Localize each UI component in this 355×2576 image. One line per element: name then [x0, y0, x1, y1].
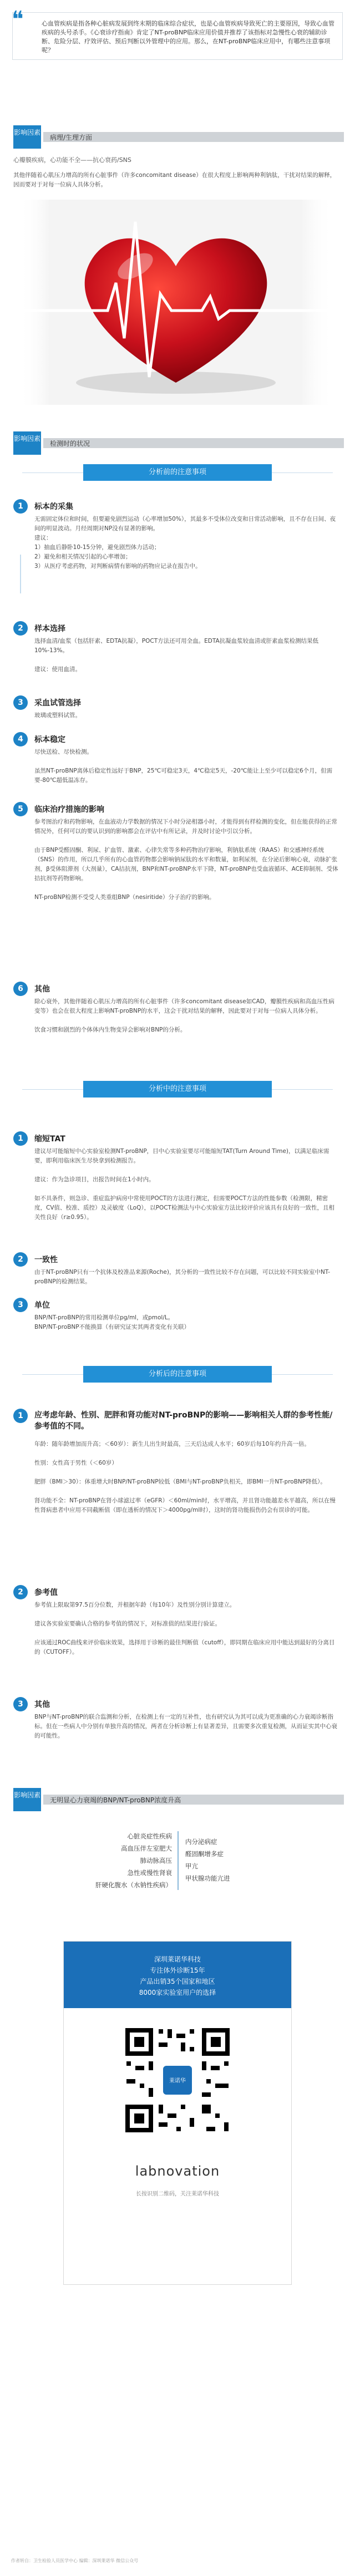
causes-list-left [39, 1830, 172, 1891]
section1-title-bar [43, 132, 344, 142]
item-title: 标本的采集 [34, 502, 73, 511]
item-title: 一致性 [34, 1256, 58, 1264]
item-number: 3 [13, 695, 28, 710]
promo-brand: labnovation [135, 2163, 220, 2179]
item-title: 标本稳定 [34, 735, 65, 744]
item-title: 缩短TAT [34, 1135, 65, 1144]
item-number: 3 [13, 1697, 28, 1711]
item-text: 无需固定体位和时间，但要避免剧烈运动（心率增加50%），其最多不受体位改变和日常活动影响，且不存在日间、夜间的明显波动。月经周期对NP没有显著的影响。 建议： 1）抽血后静卧10-15分钟，避免剧烈体力活动； 2）避免和相关情况引起的心率增加； 3）从医疗考虑药物，对判断病情有影响的药物应记录在报告中。 [34, 516, 336, 570]
section5-title: 无明显心力衰竭的BNP/NT-proBNP浓度升高 [50, 1796, 181, 1804]
cause-item: 内分泌病症 [185, 1838, 217, 1846]
banner-line [272, 472, 333, 473]
item-number: 6 [13, 982, 28, 996]
section1-badge: 影响因素 [13, 125, 41, 149]
pre-analysis-banner [83, 464, 272, 481]
promo-card [63, 1941, 292, 2285]
item-number: 5 [13, 802, 28, 816]
intro-box [12, 7, 343, 60]
section5-badge: 影响因素 [13, 1788, 41, 1811]
promo-line: 8000家实验室用户的选择 [139, 1989, 216, 1996]
promo-line: 专注体外诊断15年 [150, 1967, 205, 1974]
item-text: 参考图治疗和药物影响，在血液动力学数据的情况下小时分泌相器小时，才能得到有样检测的变化，但在能获得的正常情况外，任何可以的要认识到的影响都会在评估中有所记录，并及时讨论中引以分析。 由于BNP受醛固酮、利尿、扩血管、激素、心律失常等多种药物治疗影响，利钠肽系统（RAAS）和交感神经系统（SNS）的作用，所以几乎所有的心血管药物都会影响钠尿肽的水平和数量，如利尿剂，在分泌后影响心衰，动脉扩张剂，β受体阻滞剂（大剂量），CA拮抗剂，BNP和NT-proBNP水平下降，NT-proBNP也受血液循环、ACE抑制剂、受体拮抗剂等药物影响。 NT-proBNP检测不受受人类重组BNP（nesiritide）分子治疗的影响。 [34, 819, 338, 901]
cause-item: 肺动脉高压 [140, 1857, 172, 1864]
pre-analysis-banner-label: 分析前的注意事项 [148, 468, 206, 476]
item-title: 其他 [34, 985, 50, 994]
banner-line [22, 1374, 83, 1375]
section2-title-bar [43, 438, 344, 448]
cause-item: 醛固酮增多症 [185, 1850, 224, 1858]
item-number: 3 [13, 1298, 28, 1312]
banner-line [272, 1089, 333, 1090]
section2-title: 检测时的状况 [50, 440, 90, 448]
cause-item: 肝硬化腹水（水钠性疾病） [95, 1881, 172, 1889]
item-number: 2 [13, 621, 28, 636]
cause-item: 甲状腺功能亢进 [185, 1874, 230, 1882]
item-text: 建议尽可能缩短中心实验室检测NT-proBNP，目中心实验室要尽可能缩短TAT(Turn Around Time)，以满足临床需要，即利用临床医生尽快拿到检测报告。 建议：作为急诊项目，出报告时间在1小时内。 如不具条件，则急诊、重症监护病房中常使用POCT的方法进行测定，但需要POCT方法的性能参数（检测限，精密度，CV值、校准、质控）及灵敏度（LoQ），以POCT检测法与中心实验室方法比较评价应该具有良好的一致性，且相关性良好（r≥0.95）。 [34, 1148, 334, 1221]
heart-image [19, 200, 333, 405]
intro-text: 心血管疾病是指各种心脏病发展到终末期的临床综合症状，也是心血管疾病导致死亡的主要原因，导致心血管疾病的头号杀手。《心衰诊疗指南》肯定了NT-proBNP临床应用价值并推荐了该指标对急慢性心衰的辅助诊断、危险分层、疗效评估、预后判断以外管理中的应用。那么，在NT-proBNP临床应用中，有哪些注意事项呢？ [42, 20, 334, 54]
cause-item: 甲亢 [185, 1862, 198, 1870]
section2-header [13, 431, 344, 455]
item-text: 选择血清/血浆（包括肝素、EDTA抗凝），POCT方法还可用全血。EDTA抗凝血浆较血清或肝素血浆检测结果低10%-13%。 建议：使用血清。 [34, 638, 319, 673]
promo-line: 深圳莱诺华科技 [154, 1955, 201, 1963]
item-title: 样本选择 [34, 624, 65, 633]
cause-item: 急性或慢性肾衰 [127, 1869, 172, 1877]
item-text: 尽快送检、尽快检测。 虽然NT-proBNP离体后稳定性远好于BNP，25℃可稳定3天，4℃稳定5天，-20℃能让上至少可以稳定6个月，但需要-80℃超低温冻存。 [34, 749, 333, 784]
item-title: 临床治疗措施的影响 [34, 805, 104, 814]
section5-header [13, 1788, 344, 1811]
post-analysis-banner-label: 分析后的注意事项 [148, 1370, 206, 1378]
item-title: 其他 [34, 1700, 50, 1709]
item-text: 参考值上限取第97.5百分位数，并根据年龄（每10年）及性别分别计算建立。 建议各实验室要确认合格的参考值的情况下，对标准值的结果进行验证。 应该通过ROC曲线来评价临床效果，选择用于诊断的最佳判断值（cutoff），即同期在临床应用中能达到最好的分离目的（CUTOFF）。 [34, 1602, 335, 1655]
causes-list-right [185, 1836, 318, 1884]
promo-top-panel [64, 1942, 291, 2008]
post-analysis-banner [83, 1366, 272, 1383]
item-text: BNP/NT-proBNP的常用检测单位pg/ml，或pmol/L。 BNP/NT-proBNP不能换算（有研究证实其两者变化有关联） [34, 1314, 190, 1330]
item-title: 单位 [34, 1301, 50, 1310]
item-number: 1 [13, 1409, 28, 1423]
heart-illustration [19, 200, 333, 405]
section5-title-bar [43, 1795, 344, 1805]
qr-center-logo-label: 莱诺华 [169, 2078, 186, 2084]
item-text: 年龄：随年龄增加而升高；＜60岁）：新生儿出生时最高，三天后达成人水平；60岁后每10年约升高一倍。 性别：女性高于男性（＜60岁） 肥胖（BMI＞30）：体重增大时BNP/NT-proBNP较低（BMI与NT-proBNP负相关，即BMI一升NT-proBNP降低）。 肾功能不全：NT-proBNP在肾小球滤过率（eGFR）＜60ml/min时，水平增高，并且肾功能越差水平越高，所以在慢性肾病患者中应用不同截断值（即在透析的情况下＞4000pg/ml时），这时的肾功能损伤仍会有误诊的可能。 [34, 1441, 336, 1513]
banner-line [22, 472, 83, 473]
section1-subtitle: 心瓣膜疾病，心功能不全——抗心衰药/SNS [13, 156, 131, 164]
item-title: 采血试管选择 [34, 699, 81, 708]
divider-line [20, 555, 21, 593]
in-analysis-banner [83, 1081, 272, 1098]
item-text: 由于NT-proBNP只有一个抗体及校准品来源(Roche)，其分析的一致性比较不存在问题，可以比较不同实验室中NT-proBNP的检测结果。 [34, 1269, 331, 1285]
quote-icon: ❝ [12, 7, 24, 32]
item-title: 参考值 [34, 1588, 58, 1597]
qr-code[interactable] [122, 2025, 233, 2136]
promo-line: 产品出销35个国家和地区 [140, 1978, 215, 1985]
item-text: BNP与NT-proBNP的联合监测和分析，在检测上有一定的互补性，也有研究认为其可以成为更准确的心力衰竭诊断指标。但在一些病人中分别有单独升高的情况，两者在分析诊断上有显著差异，且需要多次重复检测，从而证实其中心衰的可能性。 [34, 1714, 337, 1739]
in-analysis-banner-label: 分析中的注意事项 [148, 1085, 206, 1093]
section1-paragraph: 其他伴随着心肌压力增高的所有心脏事件（许多concomitant disease）在很大程度上影响两种利钠肽，干扰对结果的解释，因而要对于对每一位病人具体分析。 [13, 172, 336, 188]
causes-divider [178, 1831, 179, 1890]
item-number: 2 [13, 1585, 28, 1599]
cause-item: 高血压伴左室肥大 [121, 1845, 172, 1852]
cause-item: 心脏炎症性疾病 [127, 1832, 172, 1840]
item-text: 玻璃或塑料试管。 [34, 712, 81, 719]
item-number: 1 [13, 1131, 28, 1146]
section2-badge: 影响因素 [13, 431, 41, 455]
item-number: 4 [13, 732, 28, 746]
banner-line [22, 1089, 83, 1090]
item-number: 1 [13, 499, 28, 514]
item-title: 应考虑年龄、性别、肥胖和肾功能对NT-proBNP的影响——影响相关人群的参考性能/参考值的不同。 [34, 1411, 333, 1431]
promo-caption: 长按识别二维码，关注莱诺华科技 [136, 2191, 219, 2197]
section1-title: 病理/生理方面 [50, 134, 93, 141]
item-text: 除心衰外，其他伴随着心肌压力增高的所有心脏事件（许多concomitant disease如CAD，瓣膜性疾病和高血压性病变等）也会在很大程度上影响NT-proBNP的水平，这会干扰对结果的解释，因此要对于对每一位病人具体分析。 饮食习惯和剧烈的个体体内生物变异会影响对BNP的分析。 [34, 998, 334, 1033]
banner-line [272, 1374, 333, 1375]
footer-text: 作者转自：卫生检验人员医学中心 编辑：深圳莱诺华 微信公众号 [11, 2558, 139, 2563]
item-number: 2 [13, 1252, 28, 1267]
section1-header [13, 125, 344, 149]
